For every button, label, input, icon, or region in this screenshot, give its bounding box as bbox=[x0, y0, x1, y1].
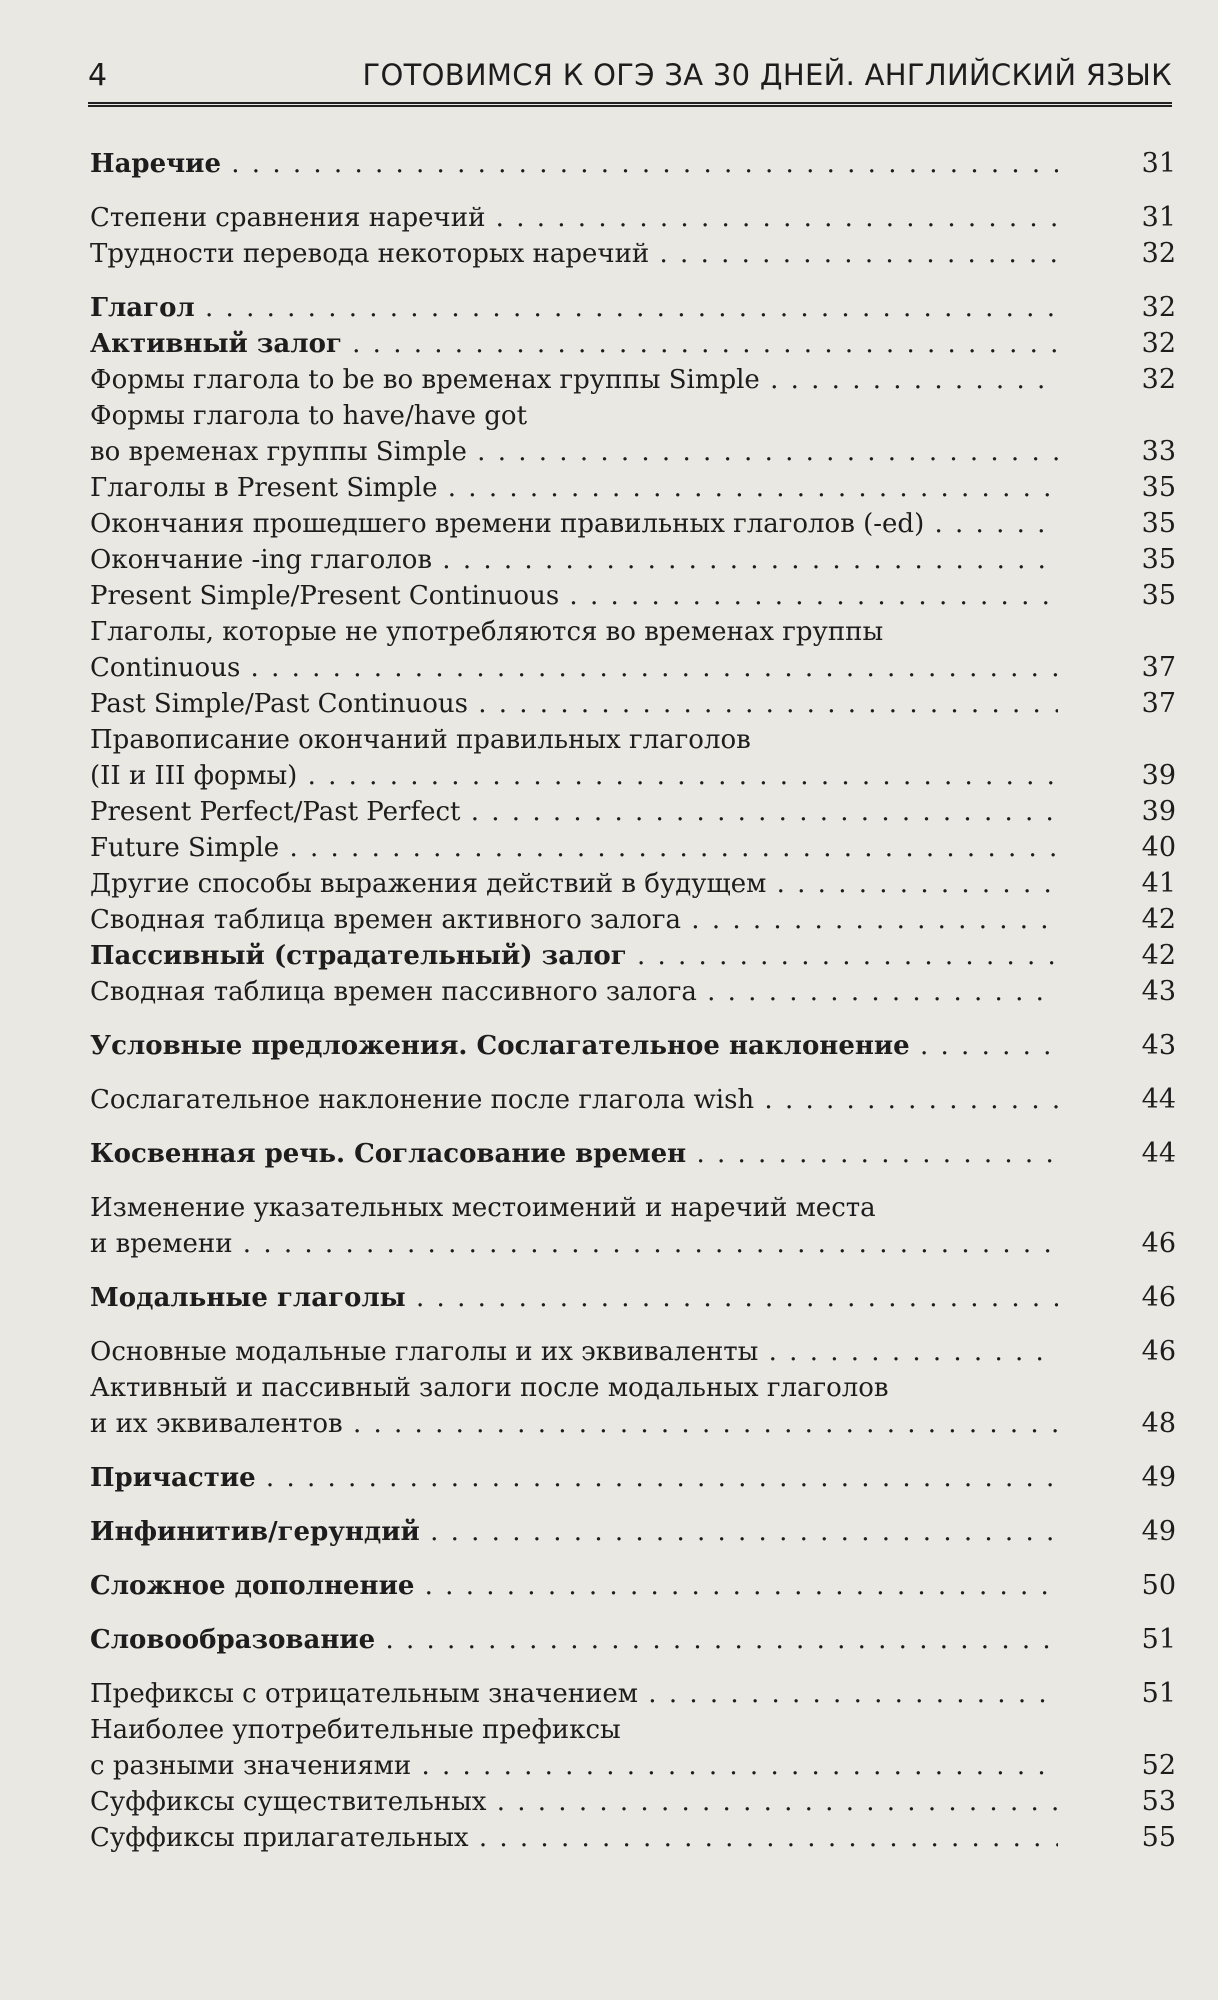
toc-entry-title: Косвенная речь. Согласование времен . . . bbox=[90, 1136, 1058, 1172]
toc-page-number: 48 bbox=[1141, 1408, 1176, 1439]
toc-entry bbox=[90, 902, 1178, 938]
toc-entry-title: Пассивный (страдательный) залог . . . bbox=[90, 938, 1058, 974]
toc-entry-title: Present Simple/Present Continuous . . . bbox=[90, 578, 1058, 614]
toc-page-number: 46 bbox=[1141, 1282, 1176, 1313]
toc-entry-title: Окончания прошедшего времени правильных глаголов (-ed) . . . bbox=[90, 506, 1058, 542]
toc-entry bbox=[90, 362, 1178, 398]
toc-entry-title: Суффиксы прилагательных . . . bbox=[90, 1820, 1058, 1856]
toc-entry-title: Трудности перевода некоторых наречий . . . bbox=[90, 236, 1058, 272]
toc-entry bbox=[90, 236, 1178, 272]
toc-entry-title: Сводная таблица времен активного залога . . . bbox=[90, 902, 1058, 938]
toc-entry bbox=[90, 398, 1178, 470]
toc-page-number: 53 bbox=[1141, 1786, 1176, 1817]
toc-page-number: 37 bbox=[1141, 688, 1176, 719]
toc-page-number: 32 bbox=[1141, 328, 1176, 359]
toc-entry bbox=[90, 866, 1178, 902]
toc-page-number: 42 bbox=[1141, 904, 1176, 935]
toc-entry bbox=[90, 1460, 1178, 1496]
toc-page-number: 37 bbox=[1141, 652, 1176, 683]
toc-entry bbox=[90, 542, 1178, 578]
toc-page-number: 35 bbox=[1141, 472, 1176, 503]
toc-page-number: 44 bbox=[1141, 1138, 1176, 1169]
toc-page-number: 39 bbox=[1141, 760, 1176, 791]
toc-page-number: 35 bbox=[1141, 544, 1176, 575]
toc-entry bbox=[90, 470, 1178, 506]
toc-entry bbox=[90, 1820, 1178, 1856]
toc-entry-title-line: Глаголы, которые не употребляются во временах группы bbox=[90, 617, 884, 647]
toc-entry-title: Суффиксы существительных . . . bbox=[90, 1784, 1058, 1820]
toc-entry-title: Префиксы с отрицательным значением . . . bbox=[90, 1676, 1058, 1712]
toc-entry bbox=[90, 326, 1178, 362]
toc-entry-title: Условные предложения. Сослагательное наклонение . . . bbox=[90, 1028, 1058, 1064]
toc-page-number: 51 bbox=[1141, 1678, 1176, 1709]
toc-entry-title: Сослагательное наклонение после глагола wish . . . bbox=[90, 1082, 1058, 1118]
table-of-contents bbox=[90, 146, 1178, 1856]
toc-entry-title: Окончание -ing глаголов . . . bbox=[90, 542, 1058, 578]
toc-page-number: 51 bbox=[1141, 1624, 1176, 1655]
toc-entry-title: Основные модальные глаголы и их эквиваленты . . . bbox=[90, 1334, 1058, 1370]
toc-entry-title: Степени сравнения наречий . . . bbox=[90, 200, 1058, 236]
toc-entry-title: Модальные глаголы . . . bbox=[90, 1280, 1058, 1316]
toc-entry bbox=[90, 1334, 1178, 1370]
toc-entry bbox=[90, 1568, 1178, 1604]
toc-page-number: 35 bbox=[1141, 580, 1176, 611]
toc-entry-title: Словообразование . . . bbox=[90, 1622, 1058, 1658]
toc-page-number: 31 bbox=[1141, 148, 1176, 179]
toc-page-number: 50 bbox=[1141, 1570, 1176, 1601]
toc-entry bbox=[90, 146, 1178, 182]
toc-entry-title: Активный залог . . . bbox=[90, 326, 1058, 362]
toc-entry bbox=[90, 1280, 1178, 1316]
toc-page-number: 42 bbox=[1141, 940, 1176, 971]
toc-entry bbox=[90, 614, 1178, 686]
toc-entry-title: Future Simple . . . bbox=[90, 830, 1058, 866]
toc-entry bbox=[90, 1676, 1178, 1712]
toc-entry-title-line: Наиболее употребительные префиксы bbox=[90, 1715, 621, 1745]
toc-page-number: 32 bbox=[1141, 238, 1176, 269]
toc-entry bbox=[90, 794, 1178, 830]
toc-entry-title-line: Активный и пассивный залоги после модальных глаголов bbox=[90, 1373, 889, 1403]
toc-page-number: 35 bbox=[1141, 508, 1176, 539]
toc-entry bbox=[90, 1190, 1178, 1262]
toc-entry bbox=[90, 1370, 1178, 1442]
toc-entry bbox=[90, 1784, 1178, 1820]
toc-page-number: 44 bbox=[1141, 1084, 1176, 1115]
toc-entry bbox=[90, 1712, 1178, 1784]
toc-entry bbox=[90, 200, 1178, 236]
toc-entry bbox=[90, 974, 1178, 1010]
toc-entry-title: Глаголы в Present Simple . . . bbox=[90, 470, 1058, 506]
toc-entry bbox=[90, 578, 1178, 614]
toc-entry-title: Формы глагола to be во временах группы Simple . . . bbox=[90, 362, 1058, 398]
toc-entry-title: Причастие . . . bbox=[90, 1460, 1058, 1496]
toc-entry bbox=[90, 686, 1178, 722]
toc-page-number: 55 bbox=[1141, 1822, 1176, 1853]
page-header bbox=[88, 50, 1172, 107]
toc-entry-title: Наречие . . . bbox=[90, 146, 1058, 182]
page-number: 4 bbox=[88, 58, 108, 93]
toc-entry-title: Present Perfect/Past Perfect . . . bbox=[90, 794, 1058, 830]
toc-entry-title-line: Изменение указательных местоимений и наречий места bbox=[90, 1193, 876, 1223]
toc-page-number: 33 bbox=[1141, 436, 1176, 467]
toc-entry-title: и времени . . . bbox=[90, 1226, 1058, 1262]
toc-entry bbox=[90, 1514, 1178, 1550]
toc-entry bbox=[90, 830, 1178, 866]
toc-entry bbox=[90, 1622, 1178, 1658]
toc-page-number: 32 bbox=[1141, 292, 1176, 323]
toc-page-number: 39 bbox=[1141, 796, 1176, 827]
toc-page-number: 52 bbox=[1141, 1750, 1176, 1781]
toc-entry-title: Continuous . . . bbox=[90, 650, 1058, 686]
toc-entry-title: Past Simple/Past Continuous . . . bbox=[90, 686, 1058, 722]
toc-entry bbox=[90, 722, 1178, 794]
toc-page-number: 43 bbox=[1141, 976, 1176, 1007]
toc-entry bbox=[90, 938, 1178, 974]
toc-page-number: 41 bbox=[1141, 868, 1176, 899]
running-title: ГОТОВИМСЯ К ОГЭ ЗА 30 ДНЕЙ. АНГЛИЙСКИЙ ЯЗЫК bbox=[362, 58, 1172, 92]
toc-entry bbox=[90, 1136, 1178, 1172]
toc-page-number: 46 bbox=[1141, 1228, 1176, 1259]
toc-entry-title: с разными значениями . . . bbox=[90, 1748, 1058, 1784]
toc-entry-title-line: Правописание окончаний правильных глаголов bbox=[90, 725, 751, 755]
toc-entry bbox=[90, 1082, 1178, 1118]
toc-page-number: 40 bbox=[1141, 832, 1176, 863]
toc-entry-title: (II и III формы) . . . bbox=[90, 758, 1058, 794]
toc-entry bbox=[90, 506, 1178, 542]
toc-entry-title-line: Формы глагола to have/have got bbox=[90, 401, 528, 431]
toc-page-number: 32 bbox=[1141, 364, 1176, 395]
toc-entry-title: Сложное дополнение . . . bbox=[90, 1568, 1058, 1604]
toc-entry bbox=[90, 290, 1178, 326]
toc-entry-title: Сводная таблица времен пассивного залога . . . bbox=[90, 974, 1058, 1010]
toc-entry-title: Инфинитив/герундий . . . bbox=[90, 1514, 1058, 1550]
toc-page-number: 43 bbox=[1141, 1030, 1176, 1061]
toc-entry-title: Глагол . . . bbox=[90, 290, 1058, 326]
toc-entry-title: Другие способы выражения действий в будущем . . . bbox=[90, 866, 1058, 902]
toc-page-number: 31 bbox=[1141, 202, 1176, 233]
toc-entry bbox=[90, 1028, 1178, 1064]
toc-page-number: 49 bbox=[1141, 1462, 1176, 1493]
toc-entry-title: во временах группы Simple . . . bbox=[90, 434, 1058, 470]
toc-entry-title: и их эквивалентов . . . bbox=[90, 1406, 1058, 1442]
toc-page-number: 46 bbox=[1141, 1336, 1176, 1367]
toc-page-number: 49 bbox=[1141, 1516, 1176, 1547]
